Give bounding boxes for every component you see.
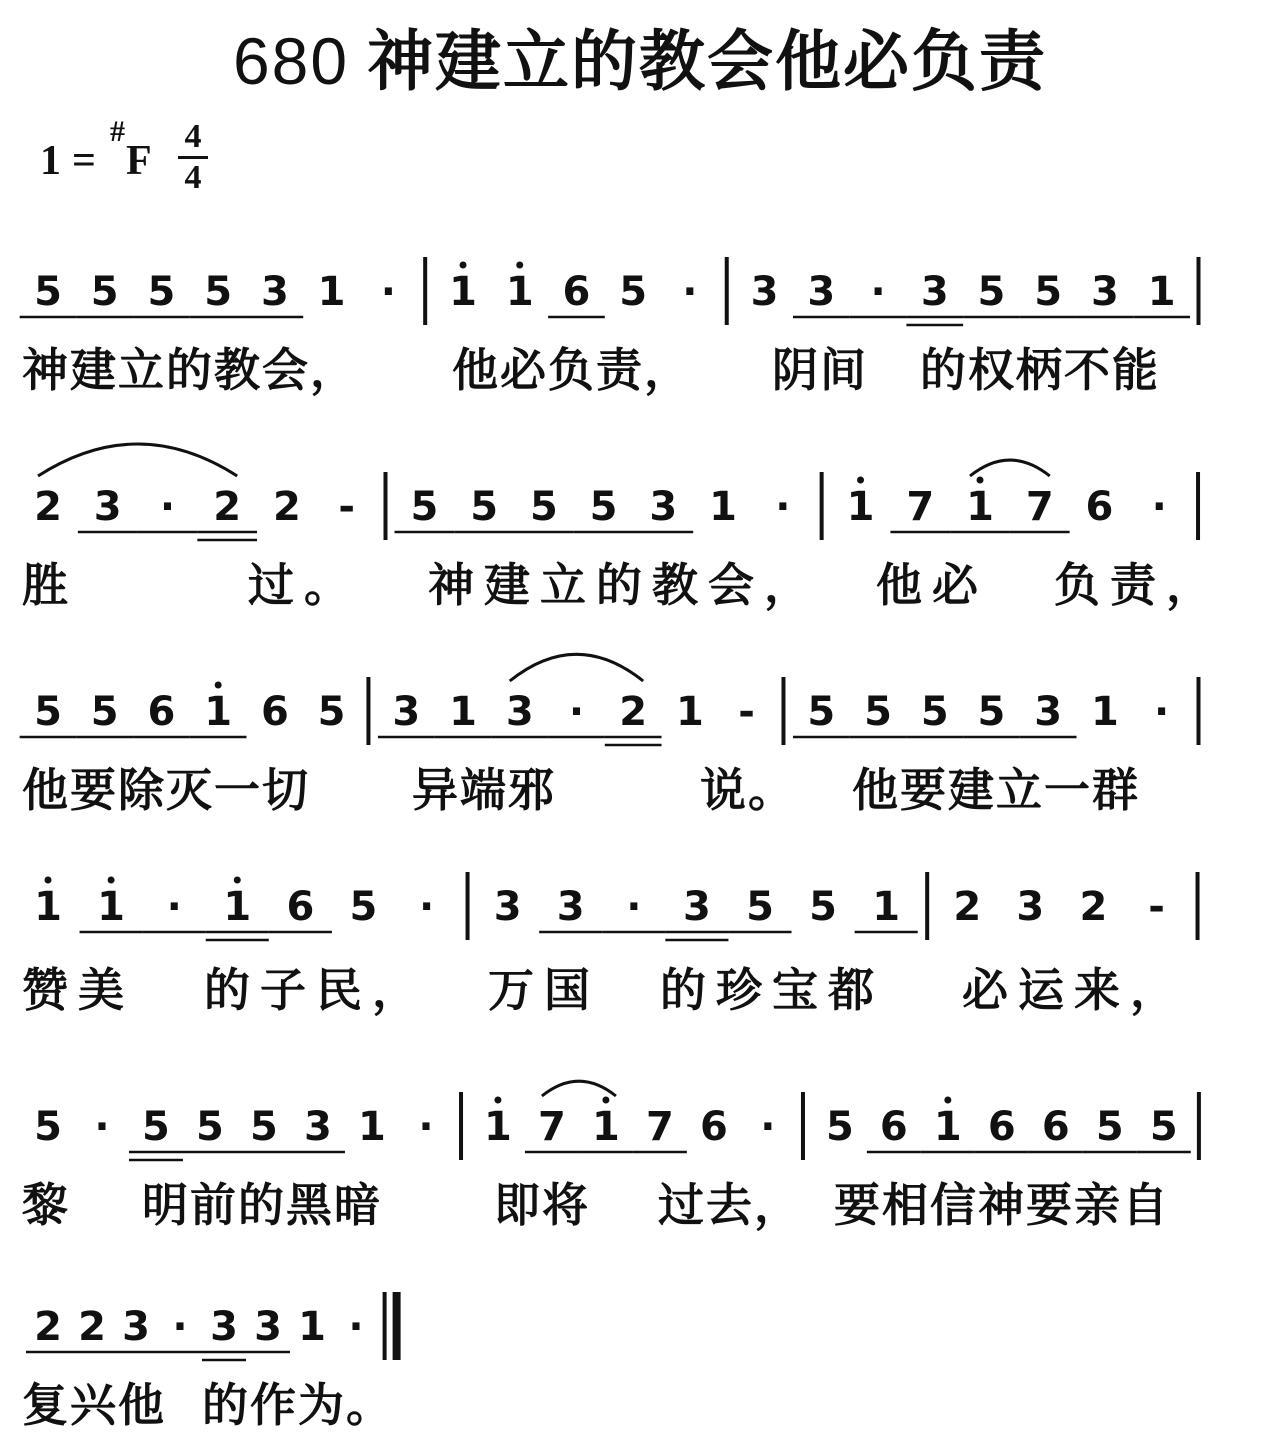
time-top: 4 [184, 118, 202, 155]
note: 5 [1095, 1104, 1124, 1150]
note: 5 [90, 269, 119, 315]
note: 3 [304, 1104, 332, 1150]
lyric-phrase: 神建立的教会， [428, 558, 820, 612]
note: 5 [142, 1104, 170, 1150]
note: 2 [273, 484, 301, 530]
high-octave-dot [234, 877, 241, 884]
note: 3 [920, 269, 949, 315]
dot-symbol: · [682, 269, 698, 315]
high-octave-dot [977, 477, 984, 484]
lyric-phrase: 万国 [488, 963, 600, 1017]
note: 7 [1025, 484, 1054, 530]
note: 2 [213, 484, 242, 530]
note: 1 [223, 884, 252, 930]
lyric-phrase: 黎 [22, 1178, 70, 1232]
key-sharp: # [110, 115, 125, 148]
note: 3 [93, 484, 122, 530]
lyric-line [0, 760, 1280, 820]
dot-symbol: · [870, 269, 886, 315]
lyric-phrase: 他要除灭一切 [22, 763, 310, 817]
note: 7 [906, 484, 935, 530]
note: 5 [746, 884, 774, 930]
note: 6 [260, 689, 289, 735]
note: 5 [825, 1104, 854, 1150]
note: 6 [562, 269, 591, 315]
lyric-line [0, 1375, 1280, 1435]
dot-symbol: · [775, 484, 791, 530]
note: 1 [1147, 269, 1176, 315]
lyric-line [0, 960, 1280, 1020]
lyric-phrase: 的子民， [204, 963, 428, 1017]
note: 5 [864, 689, 892, 735]
high-octave-dot [944, 1097, 951, 1104]
lyric-phrase: 负责， [1054, 558, 1222, 612]
lyric-phrase: 复兴他 [22, 1378, 166, 1432]
note: 3 [1034, 689, 1063, 735]
note: 1 [675, 689, 704, 735]
lyric-line [0, 340, 1280, 400]
hymn-number: 680 [232, 24, 350, 98]
dot-symbol: · [418, 884, 435, 930]
note: 3 [1090, 269, 1119, 315]
high-octave-dot [215, 682, 222, 689]
note: 5 [90, 689, 119, 735]
lyric-phrase: 阴间 [772, 343, 868, 397]
note: 1 [846, 484, 875, 530]
note: 5 [147, 269, 176, 315]
note: 2 [619, 689, 648, 735]
high-octave-dot [857, 477, 864, 484]
note: 6 [147, 689, 176, 735]
slur-arc [510, 654, 643, 681]
lyric-phrase: 他要建立一群 [852, 763, 1140, 817]
note: 3 [807, 269, 836, 315]
note: 3 [649, 484, 678, 530]
high-octave-dot [494, 1097, 501, 1104]
note: 1 [872, 884, 901, 930]
slur-arc [542, 1081, 616, 1096]
lyric-phrase: 赞美 [22, 963, 134, 1017]
lyric-phrase: 的珍宝都 [660, 963, 884, 1017]
high-octave-dot [516, 262, 523, 269]
note: 2 [1079, 884, 1108, 930]
hymn-title-text: 神建立的教会他必负责 [367, 23, 1048, 100]
note: 1 [505, 269, 534, 315]
note: 3 [505, 689, 534, 735]
note: 3 [682, 884, 711, 930]
note: 1 [1090, 689, 1119, 735]
lyric-phrase: 过去， [658, 1178, 802, 1232]
note: 5 [204, 269, 233, 315]
lyric-phrase: 他必 [876, 558, 988, 612]
note: 2 [34, 484, 62, 530]
note: 5 [1149, 1104, 1178, 1150]
note: 1 [204, 689, 233, 735]
dot-symbol: · [166, 884, 182, 930]
note: 5 [196, 1104, 224, 1150]
note: 3 [392, 689, 421, 735]
dot-symbol: · [1154, 689, 1170, 735]
lyric-phrase: 明前的黑暗 [142, 1178, 382, 1232]
dash-symbol: - [338, 484, 355, 530]
note: 6 [987, 1104, 1016, 1150]
note: 5 [619, 269, 648, 315]
note: 1 [966, 484, 994, 530]
lyric-phrase: 说。 [700, 763, 796, 817]
note: 5 [250, 1104, 278, 1150]
note: 7 [645, 1104, 674, 1150]
lyric-phrase: 的权柄不能 [920, 343, 1160, 397]
high-octave-dot [602, 1097, 609, 1104]
lyric-line [0, 555, 1280, 615]
note: 3 [210, 1304, 238, 1350]
lyric-phrase: 必运来， [962, 963, 1186, 1017]
note: 5 [34, 1104, 62, 1150]
note: 6 [879, 1104, 908, 1150]
note: 5 [317, 689, 346, 735]
note: 3 [556, 884, 585, 930]
lyric-phrase: 过。 [248, 558, 360, 612]
lyric-phrase: 他必负责， [452, 343, 692, 397]
slur-arc [970, 460, 1050, 476]
note: 1 [317, 269, 346, 315]
time-bottom: 4 [184, 159, 202, 196]
key-tonic: 1 [40, 138, 61, 184]
note: 3 [122, 1304, 150, 1350]
lyric-phrase: 即将 [494, 1178, 590, 1232]
note: 1 [298, 1304, 326, 1350]
lyric-phrase: 神建立的教会， [22, 343, 358, 397]
note: 5 [589, 484, 618, 530]
note: 1 [484, 1104, 512, 1150]
note: 6 [1041, 1104, 1070, 1150]
note: 3 [750, 269, 779, 315]
note: 5 [920, 689, 949, 735]
note: 2 [953, 884, 982, 930]
note: 5 [1034, 269, 1063, 315]
high-octave-dot [45, 877, 52, 884]
dot-symbol: · [418, 1104, 434, 1150]
note: 1 [933, 1104, 962, 1150]
slur-arc [38, 444, 237, 476]
note: 1 [34, 884, 62, 930]
lyric-phrase: 异端邪 [412, 763, 556, 817]
note: 5 [977, 689, 1006, 735]
dot-symbol: · [568, 689, 585, 735]
dot-symbol: · [159, 484, 176, 530]
dot-symbol: · [172, 1304, 188, 1350]
lyric-phrase: 的作为。 [202, 1378, 394, 1432]
lyric-line [0, 1175, 1280, 1235]
note: 6 [286, 884, 315, 930]
note: 5 [809, 884, 838, 930]
note: 1 [449, 689, 477, 735]
note: 5 [410, 484, 439, 530]
note: 1 [449, 269, 477, 315]
high-octave-dot [108, 877, 115, 884]
dot-symbol: · [626, 884, 642, 930]
dot-symbol: · [760, 1104, 776, 1150]
note: 5 [807, 689, 836, 735]
note: 7 [537, 1104, 566, 1150]
dot-symbol: · [1151, 484, 1167, 530]
note: 5 [977, 269, 1006, 315]
note: 3 [254, 1304, 282, 1350]
note: 1 [591, 1104, 620, 1150]
note: 5 [529, 484, 558, 530]
note: 2 [34, 1304, 62, 1350]
key-letter: F [126, 138, 152, 184]
key-equals: = [72, 138, 96, 184]
note: 5 [34, 269, 62, 315]
lyric-phrase: 胜 [22, 558, 78, 612]
note: 5 [470, 484, 499, 530]
note: 3 [493, 884, 522, 930]
note: 3 [260, 269, 289, 315]
note: 5 [34, 689, 62, 735]
dash-symbol: - [738, 689, 755, 735]
dash-symbol: - [1148, 884, 1165, 930]
note: 2 [78, 1304, 106, 1350]
dot-symbol: · [380, 269, 396, 315]
note: 1 [709, 484, 737, 530]
note: 5 [349, 884, 378, 930]
note: 1 [358, 1104, 386, 1150]
note: 1 [97, 884, 126, 930]
dot-symbol: · [94, 1104, 110, 1150]
note: 6 [1085, 484, 1114, 530]
note: 6 [699, 1104, 728, 1150]
dot-symbol: · [348, 1304, 364, 1350]
lyric-phrase: 要相信神要亲自 [834, 1178, 1170, 1232]
high-octave-dot [460, 262, 467, 269]
note: 3 [1016, 884, 1045, 930]
